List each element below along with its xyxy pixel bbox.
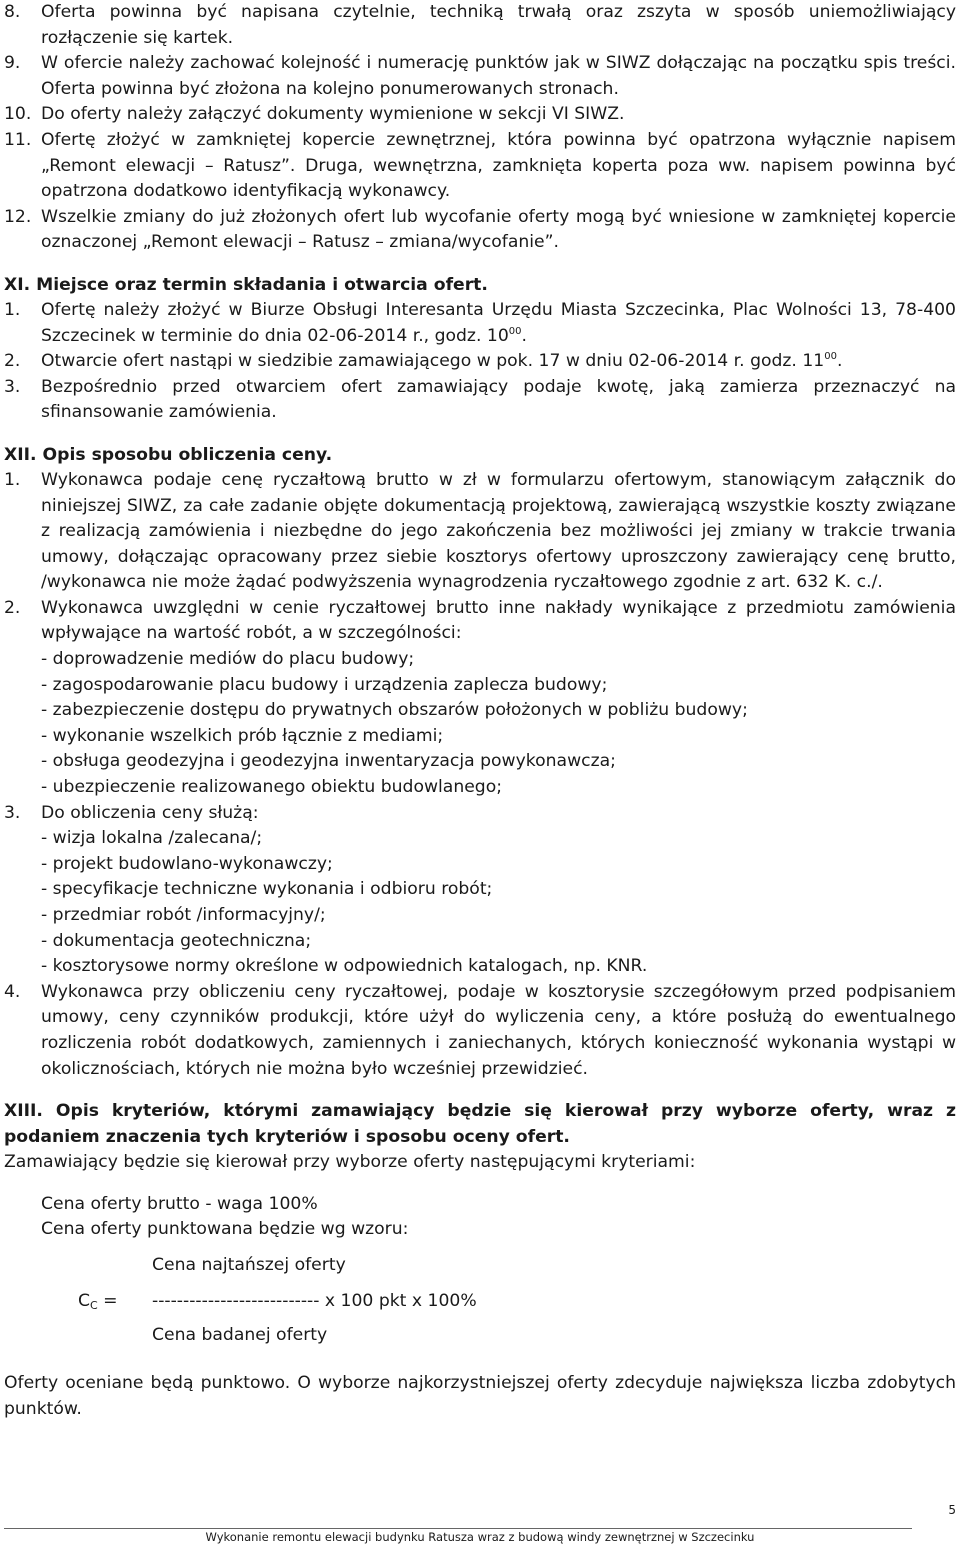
spacer xyxy=(4,1082,956,1098)
dash-list-item: - doprowadzenie mediów do placu budowy; xyxy=(41,649,415,670)
list-item xyxy=(4,0,956,51)
dash-list-item: - ubezpieczenie realizowanego obiektu budowlanego; xyxy=(41,777,503,798)
item-number: 2. xyxy=(4,597,21,618)
formula-numerator: Cena najtańszej oferty xyxy=(152,1254,346,1275)
item-text: Wszelkie zmiany do już złożonych ofert lub wycofanie oferty mogą być wniesione w zamkniętej kopercie oznaczonej „Remont elewacji – Ratusz – zmiana/wycofanie”. xyxy=(41,206,956,253)
item-number: 3. xyxy=(4,376,21,397)
item-number: 12. xyxy=(4,206,32,227)
item-text: W ofercie należy zachować kolejność i numerację punktów jak w SIWZ dołączając na początku spis treści. Oferta powinna być złożona na kolejno ponumerowanych stronach. xyxy=(41,53,956,99)
item-number: 8. xyxy=(4,2,21,22)
dash-list-item: - specyfikacje techniczne wykonania i odbioru robót; xyxy=(41,879,493,900)
item-number: 9. xyxy=(4,53,21,74)
page-footer: Wykonanie remontu elewacji budynku Ratusza wraz z budową windy zewnętrznej w Szczecinku xyxy=(205,1530,755,1544)
spacer xyxy=(4,1355,956,1371)
criteria-outro: Oferty oceniane będą punktowo. O wyborze najkorzystniejszej oferty zdecyduje największa liczba zdobytych punktów. xyxy=(4,1372,956,1419)
list-item xyxy=(4,128,956,205)
item-number: 2. xyxy=(4,351,21,372)
section-xi-heading: XI. Miejsce oraz termin składania i otwarcia ofert. xyxy=(4,274,488,295)
list-item xyxy=(4,375,956,426)
dash-list-item: - zabezpieczenie dostępu do prywatnych obszarów położonych w pobliżu budowy; xyxy=(41,700,748,721)
item-text: Ofertę należy złożyć w Biurze Obsługi Interesanta Urzędu Miasta Szczecinka, Plac Wolności 13, 78-400 Szczecinek w terminie do dnia 02-06-2014 r., godz. $10^{00}$. xyxy=(41,299,956,346)
item-text: Wykonawca podaje cenę ryczałtową brutto w zł w formularzu ofertowym, stanowiącym załącznik do niniejszej SIWZ, za całe zadanie objęte dokumentacją projektową, zawierającą wszystkie koszty związane z realizacją zamówienia i niezbędne do jego zakończenia bez możliwości jej zmiany w trakcie trwania umowy, dołączając opracowany przez siebie kosztorys ofertowy uproszczony zawierający cenę brutto, /wykonawca nie może żądać podwyższenia wynagrodzenia ryczałtowego zgodnie z art. 632 K. c./. xyxy=(41,469,956,593)
page-number: 5 xyxy=(948,1503,956,1517)
item-text: Ofertę złożyć w zamkniętej kopercie zewnętrznej, która powinna być opatrzona wyłącznie napisem „Remont elewacji – Ratusz”. Druga, wewnętrzna, zamknięta koperta poza ww. napisem powinna być opatrzona dodatkowo identyfikacją wykonawcy. xyxy=(41,129,956,202)
dash-list-item: - zagospodarowanie placu budowy i urządzenia zaplecza budowy; xyxy=(41,674,608,695)
list-item xyxy=(4,298,956,349)
item-number: 10. xyxy=(4,104,32,125)
item-text: Wykonawca uwzględni w cenie ryczałtowej brutto inne nakłady wynikające z przedmiotu zamówienia wpływające na wartość robót, a w szczególności: xyxy=(41,597,956,644)
dash-list-item: - projekt budowlano-wykonawczy; xyxy=(41,853,333,874)
item-number: 11. xyxy=(4,129,32,150)
scoring-formula xyxy=(4,1255,956,1355)
item-text: Otwarcie ofert nastąpi w siedzibie zamawiającego w pok. 17 w dniu 02-06-2014 r. godz. $11^{00}$. xyxy=(41,351,843,372)
formula-denominator: Cena badanej oferty xyxy=(152,1324,328,1345)
list-item xyxy=(4,980,956,1082)
price-basis-list xyxy=(41,826,956,980)
spacer xyxy=(4,256,956,272)
item-text: Wykonawca przy obliczeniu ceny ryczałtowej, podaje w kosztorysie szczegółowym przed podpisaniem umowy, ceny czynników produkcji, które użył do wyliczenia ceny, a które posłużą do ewentualnego rozliczenia robót dodatkowych, zamiennych i zaniechanych, których konieczność wykonania wystąpi w okolicznościach, których nie można było wcześniej przewidzieć. xyxy=(41,981,956,1079)
formula-fraction-line: --------------------------- x 100 pkt x 100% xyxy=(152,1290,477,1311)
criterion-line: Cena oferty brutto - waga 100% xyxy=(41,1193,318,1214)
list-item xyxy=(4,596,956,647)
document-page xyxy=(4,0,956,1422)
spacer xyxy=(4,1176,956,1192)
list-item xyxy=(4,102,956,128)
cost-items-list xyxy=(41,647,956,801)
dash-list-item: - kosztorysowe normy określone w odpowiednich katalogach, np. KNR. xyxy=(41,956,648,977)
item-number: 4. xyxy=(4,981,21,1002)
list-item xyxy=(4,205,956,256)
item-number: 3. xyxy=(4,802,21,823)
section-xiii-heading: XIII. Opis kryteriów, którymi zamawiający będzie się kierował przy wyborze oferty, wraz z podaniem znaczenia tych kryteriów i sposobu oceny ofert. xyxy=(4,1101,956,1148)
item-text: Do obliczenia ceny służą: xyxy=(41,802,259,823)
list-item xyxy=(4,801,956,827)
section-xii-heading: XII. Opis sposobu obliczenia ceny. xyxy=(4,444,333,465)
item-number: 1. xyxy=(4,469,21,490)
footer-divider xyxy=(4,1528,912,1529)
item-text: Do oferty należy załączyć dokumenty wymienione w sekcji VI SIWZ. xyxy=(41,104,625,125)
spacer xyxy=(4,426,956,442)
dash-list-item: - przedmiar robót /informacyjny/; xyxy=(41,905,326,925)
list-item xyxy=(4,468,956,596)
dash-list-item: - wizja lokalna /zalecana/; xyxy=(41,828,263,849)
list-item xyxy=(4,349,956,375)
list-item xyxy=(4,51,956,102)
dash-list-item: - dokumentacja geotechniczna; xyxy=(41,930,312,951)
item-text: Oferta powinna być napisana czytelnie, techniką trwałą oraz zszyta w sposób uniemożliwiający rozłączenie się kartek. xyxy=(41,2,956,48)
dash-list-item: - wykonanie wszelkich prób łącznie z mediami; xyxy=(41,725,444,746)
item-text: Bezpośrednio przed otwarciem ofert zamawiający podaje kwotę, jaką zamierza przeznaczyć na sfinansowanie zamówienia. xyxy=(41,376,956,423)
formula-intro: Cena oferty punktowana będzie wg wzoru: xyxy=(41,1219,409,1240)
formula-lhs: $C_C$ = xyxy=(78,1290,118,1312)
item-number: 1. xyxy=(4,299,21,320)
dash-list-item: - obsługa geodezyjna i geodezyjna inwentaryzacja powykonawcza; xyxy=(41,751,616,772)
items-top xyxy=(4,0,956,256)
criteria-intro: Zamawiający będzie się kierował przy wyborze oferty następującymi kryteriami: xyxy=(4,1152,696,1173)
